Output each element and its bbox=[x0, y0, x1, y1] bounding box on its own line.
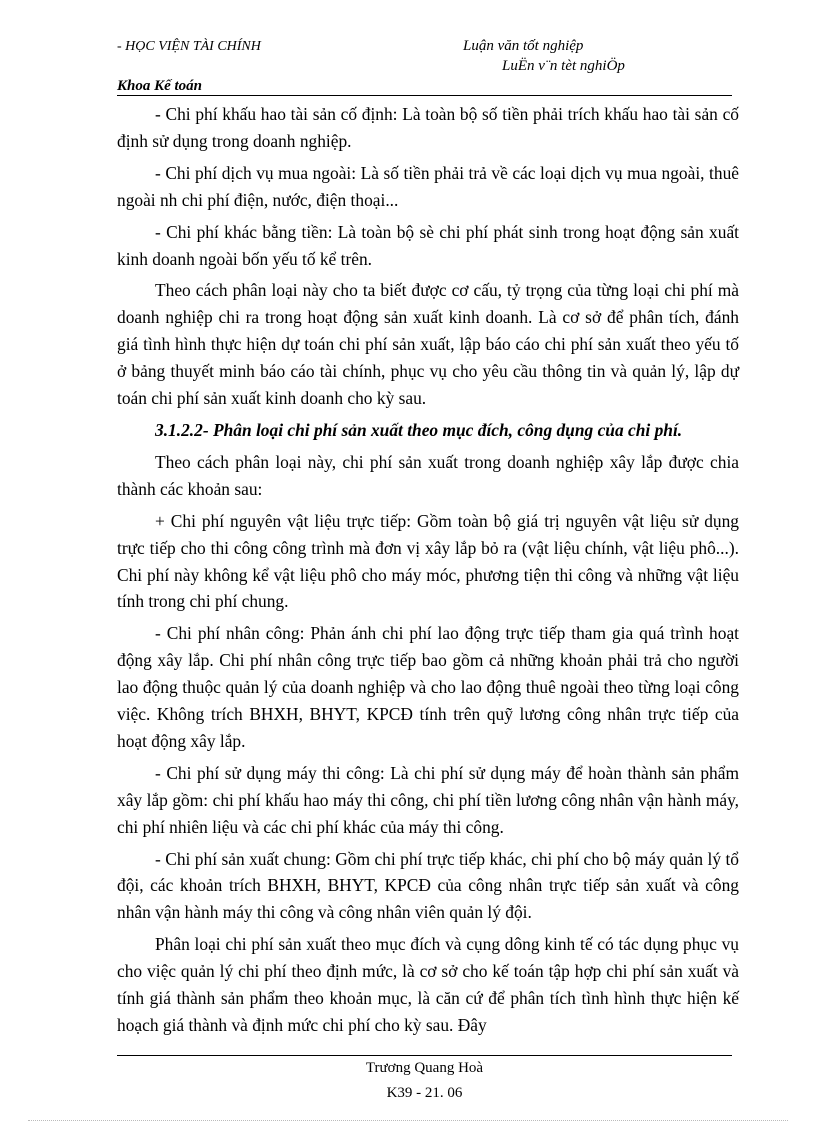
header-faculty: Khoa Kế toán bbox=[117, 78, 203, 94]
page-body bbox=[117, 101, 739, 1044]
paragraph-labor-cost: - Chi phí nhân công: Phản ánh chi phí lao động trực tiếp tham gia quá trình hoạt động xây lắp. Chi phí nhân công trực tiếp bao gồm cả những khoản phải trả cho người lao động thuộc quản lý của doanh nghiệp và cho lao động thuê ngoài theo từng loại công việc. Không trích BHXH, BHYT, KPCĐ tính trên quỹ lương công nhân trực tiếp của hoạt động xây lắp. bbox=[117, 623, 739, 751]
footer-author: Trương Quang Hoà bbox=[365, 1060, 484, 1076]
section-heading-3-1-2-2: 3.1.2.2- Phân loại chi phí sản xuất theo mục đích, công dụng của chi phí. bbox=[155, 419, 683, 440]
paragraph-classification-purpose: Theo cách phân loại này cho ta biết được cơ cấu, tỷ trọng của từng loại chi phí mà doanh nghiệp chi ra trong hoạt động sản xuất kinh doanh. Là cơ sở để phân tích, đánh giá tình hình thực hiện dự toán chi phí sản xuất, lập báo cáo chi phí sản xuất theo yếu tố ở bảng thuyết minh báo cáo tài chính, phục vụ cho yêu cầu thông tin và quản lý, lập dự toán chi phí sản xuất kinh doanh cho kỳ sau. bbox=[117, 280, 739, 409]
paragraph-classification-intro: Theo cách phân loại này, chi phí sản xuất trong doanh nghiệp xây lắp được chia thành các khoản sau: bbox=[117, 451, 739, 499]
footer-divider bbox=[117, 1055, 732, 1056]
page-bottom-dotted-rule bbox=[28, 1120, 788, 1121]
paragraph-direct-materials: + Chi phí nguyên vật liệu trực tiếp: Gồm toàn bộ giá trị nguyên vật liệu sử dụng trực tiếp cho thi công công trình mà đơn vị xây lắp bỏ ra (vật liệu chính, vật liệu phô...). Chi phí này không kể vật liệu phô cho máy móc, phương tiện thi công và những vật liệu tính trong chi phí chung. bbox=[117, 510, 739, 612]
paragraph-outsourced-services-cost: - Chi phí dịch vụ mua ngoài: Là số tiền phải trả về các loại dịch vụ mua ngoài, thuê ngoài nh chi phí điện, nước, điện thoại... bbox=[117, 162, 739, 210]
footer-class-code: K39 - 21. 06 bbox=[386, 1085, 463, 1101]
header-divider bbox=[117, 95, 732, 96]
header-document-type-garbled: LuËn v¨n tèt nghiÖp bbox=[502, 58, 625, 74]
paragraph-depreciation-cost: - Chi phí khấu hao tài sản cố định: Là toàn bộ số tiền phải trích khấu hao tài sản cố định sử dụng trong doanh nghiệp. bbox=[117, 104, 739, 151]
header-institution: - HỌC VIỆN TÀI CHÍNH bbox=[117, 39, 261, 54]
paragraph-general-production-cost: - Chi phí sản xuất chung: Gồm chi phí trực tiếp khác, chi phí cho bộ máy quản lý tổ đội, các khoản trích BHXH, BHYT, KPCĐ của công nhân trực tiếp sản xuất và công nhân vận hành máy thi công và công nhân viên quản lý đội. bbox=[117, 848, 739, 923]
paragraph-classification-summary: Phân loại chi phí sản xuất theo mục đích và cụng dông kinh tế có tác dụng phục vụ cho việc quản lý chi phí theo định mức, là cơ sở cho kế toán tập hợp chi phí sản xuất và tính giá thành sản phẩm theo khoản mục, là căn cứ để phân tích tình hình thực hiện kế hoạch giá thành và định mức chi phí cho kỳ sau. Đây bbox=[117, 934, 739, 1035]
paragraph-machine-cost: - Chi phí sử dụng máy thi công: Là chi phí sử dụng máy để hoàn thành sản phẩm xây lắp gồm: chi phí khấu hao máy thi công, chi phí tiền lương công nhân vận hành máy, chi phí nhiên liệu và các chi phí khác của máy thi công. bbox=[117, 762, 739, 837]
paragraph-other-cash-cost: - Chi phí khác bằng tiền: Là toàn bộ sè chi phí phát sinh trong hoạt động sản xuất kinh doanh ngoài bốn yếu tố kể trên. bbox=[117, 221, 739, 269]
header-document-type: Luận văn tốt nghiệp bbox=[463, 38, 584, 54]
